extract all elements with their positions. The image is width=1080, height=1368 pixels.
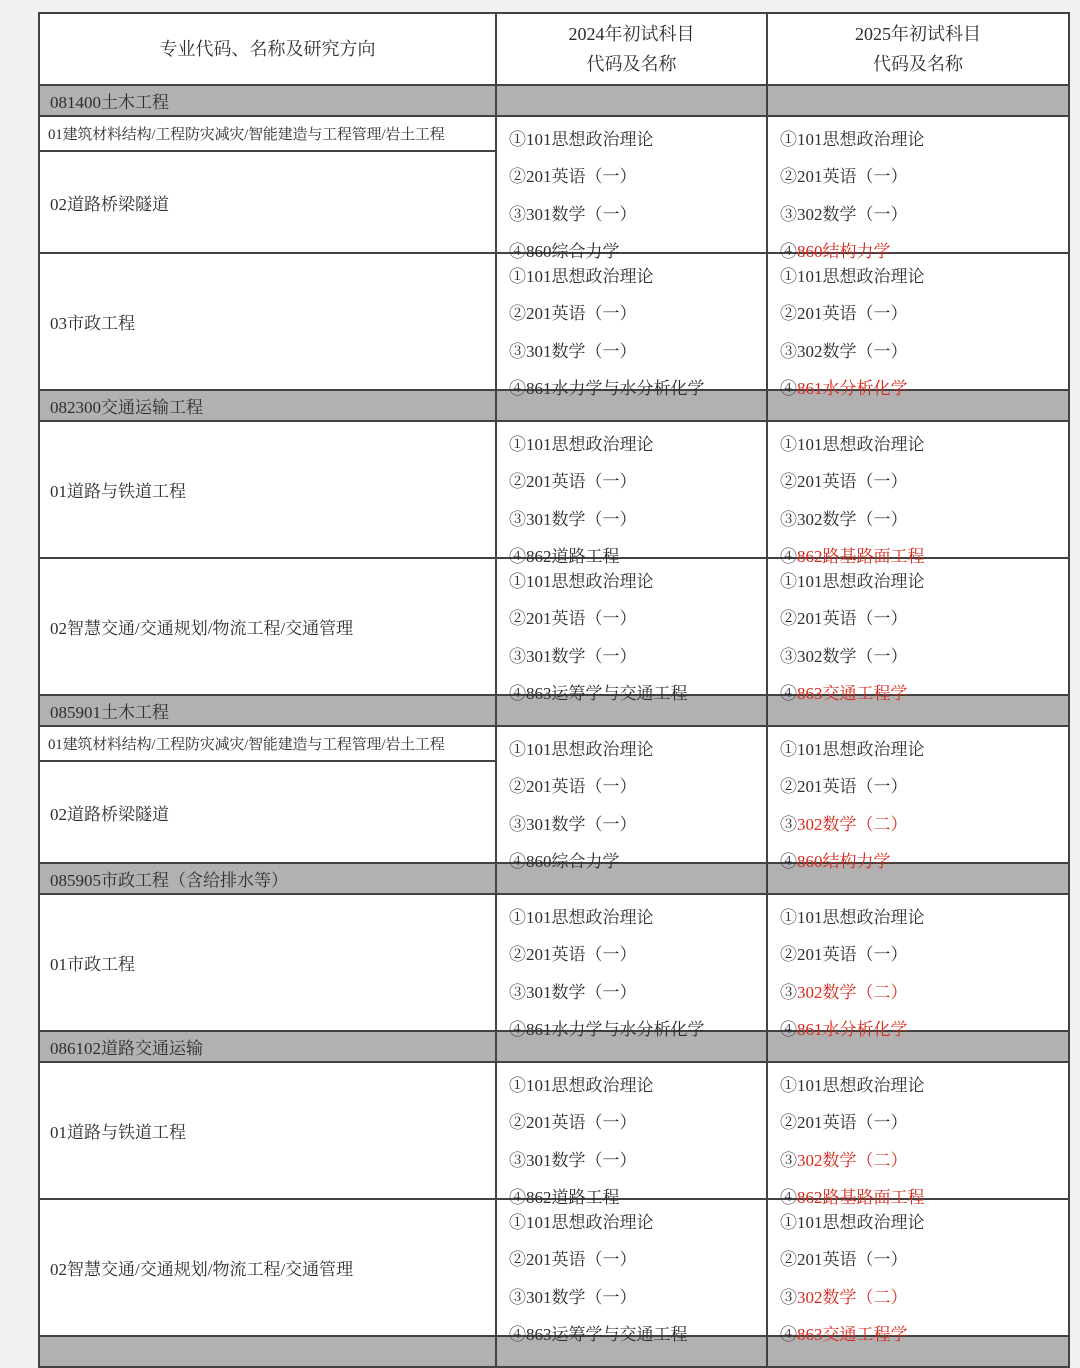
section-cell-2025 xyxy=(766,391,1068,420)
subject-text: 860综合力学 xyxy=(526,851,620,871)
subject-number: ① xyxy=(780,267,797,286)
subject-text: 863运筹学与交通工程 xyxy=(526,683,688,703)
subject-text: 862道路工程 xyxy=(526,546,620,566)
subjects-list-2025 xyxy=(768,254,1068,411)
group-row xyxy=(40,115,1068,261)
subject-number: ② xyxy=(509,472,526,492)
subject-number: ① xyxy=(509,908,526,927)
subject-number: ③ xyxy=(780,646,797,666)
subjects-cell-2025 xyxy=(766,559,1068,703)
subjects-cell-2024 xyxy=(495,422,766,566)
subject-number: ① xyxy=(780,572,797,591)
subject-text: 201英语（一） xyxy=(797,609,908,629)
subject-number: ③ xyxy=(509,646,526,666)
subjects-cell-2024 xyxy=(495,254,766,398)
subject-text: 301数学（一） xyxy=(526,204,637,224)
subject-item xyxy=(780,813,1064,836)
majors-stack xyxy=(40,1200,495,1335)
subject-number: ④ xyxy=(509,1187,526,1207)
subject-item xyxy=(509,1211,762,1234)
group-row xyxy=(40,420,1068,566)
subject-number: ④ xyxy=(780,546,797,566)
subject-number: ③ xyxy=(509,814,526,834)
subjects-cell-2025 xyxy=(766,422,1068,566)
section-row xyxy=(40,84,1068,115)
subject-number: ③ xyxy=(780,982,797,1002)
section-label: 085901土木工程 xyxy=(50,703,169,722)
major-direction: 03市政工程 xyxy=(50,314,135,333)
subject-item xyxy=(509,645,762,668)
majors-cell xyxy=(40,895,495,1030)
subject-text: 302数学（二） xyxy=(797,1287,908,1307)
subject-number: ② xyxy=(509,609,526,629)
subject-text: 302数学（二） xyxy=(797,1150,908,1170)
subjects-list-2024 xyxy=(497,1063,766,1220)
majors-stack xyxy=(40,727,495,862)
subject-item xyxy=(780,607,1064,630)
subject-text: 101思想政治理论 xyxy=(797,740,925,759)
section-cell-2025 xyxy=(766,864,1068,893)
section-cell-2024 xyxy=(495,864,766,893)
subject-item xyxy=(509,607,762,630)
header-major-column xyxy=(40,14,495,84)
subject-number: ① xyxy=(509,740,526,759)
subject-item xyxy=(509,738,762,761)
subject-text: 101思想政治理论 xyxy=(797,572,925,591)
subject-text: 860综合力学 xyxy=(526,241,620,261)
subject-text: 861水分析化学 xyxy=(797,378,908,398)
subject-number: ② xyxy=(509,167,526,187)
subject-number: ② xyxy=(509,945,526,965)
subject-number: ① xyxy=(780,1076,797,1095)
section-cell-2025 xyxy=(766,1032,1068,1061)
subject-text: 201英语（一） xyxy=(526,1113,637,1133)
majors-stack xyxy=(40,422,495,557)
subject-number: ② xyxy=(509,1113,526,1133)
subject-number: ② xyxy=(780,472,797,492)
subject-item xyxy=(780,302,1064,325)
majors-stack xyxy=(40,1063,495,1198)
subject-item xyxy=(780,645,1064,668)
subject-item xyxy=(780,508,1064,531)
section-label: 085905市政工程（含给排水等） xyxy=(50,871,288,890)
subject-text: 301数学（一） xyxy=(526,814,637,834)
subject-number: ① xyxy=(509,435,526,454)
section-cell-2025 xyxy=(766,86,1068,115)
subject-number: ④ xyxy=(509,378,526,398)
subjects-list-2024 xyxy=(497,422,766,579)
subject-text: 862路基路面工程 xyxy=(797,1187,925,1207)
subject-item xyxy=(509,943,762,966)
subject-text: 201英语（一） xyxy=(797,1250,908,1270)
subject-number: ① xyxy=(780,740,797,759)
subject-item xyxy=(509,1248,762,1271)
subject-text: 101思想政治理论 xyxy=(797,1213,925,1232)
majors-cell xyxy=(40,727,495,862)
subjects-cell-2025 xyxy=(766,1063,1068,1207)
subjects-cell-2025 xyxy=(766,254,1068,398)
section-label: 086102道路交通运输 xyxy=(50,1039,203,1058)
subject-text: 101思想政治理论 xyxy=(526,1213,654,1232)
subject-text: 101思想政治理论 xyxy=(797,130,925,149)
group-row xyxy=(40,725,1068,871)
subject-item xyxy=(780,1074,1064,1097)
subject-item xyxy=(509,302,762,325)
subject-number: ④ xyxy=(509,1324,526,1344)
subject-text: 301数学（一） xyxy=(526,646,637,666)
majors-cell xyxy=(40,1200,495,1335)
section-cell-2024 xyxy=(495,86,766,115)
subject-text: 101思想政治理论 xyxy=(526,572,654,591)
section-label: 081400土木工程 xyxy=(50,93,169,112)
major-direction: 02智慧交通/交通规划/物流工程/交通管理 xyxy=(50,1260,354,1279)
header-2025-line1: 2025年初试科目 xyxy=(855,24,981,44)
subjects-list-2024 xyxy=(497,254,766,411)
subject-item xyxy=(509,981,762,1004)
subject-text: 201英语（一） xyxy=(526,304,637,324)
subject-number: ④ xyxy=(780,378,797,398)
header-2025-column xyxy=(766,14,1068,84)
subject-number: ② xyxy=(780,609,797,629)
subject-text: 201英语（一） xyxy=(526,1250,637,1270)
subjects-cell-2025 xyxy=(766,117,1068,261)
section-cell-major xyxy=(40,391,495,420)
subject-number: ④ xyxy=(509,683,526,703)
subject-number: ① xyxy=(509,130,526,149)
subject-number: ① xyxy=(780,130,797,149)
subjects-list-2024 xyxy=(497,117,766,274)
section-label: 082300交通运输工程 xyxy=(50,398,203,417)
group-row xyxy=(40,1198,1068,1344)
subject-text: 862道路工程 xyxy=(526,1187,620,1207)
subject-number: ③ xyxy=(509,982,526,1002)
subject-number: ① xyxy=(780,1213,797,1232)
subject-text: 863交通工程学 xyxy=(797,1324,908,1344)
subject-text: 860结构力学 xyxy=(797,241,891,261)
subject-text: 302数学（二） xyxy=(797,814,908,834)
subject-text: 301数学（一） xyxy=(526,982,637,1002)
subject-item xyxy=(780,943,1064,966)
subjects-list-2025 xyxy=(768,117,1068,274)
subject-text: 201英语（一） xyxy=(526,609,637,629)
majors-stack xyxy=(40,254,495,389)
subject-item xyxy=(509,570,762,593)
subjects-list-2025 xyxy=(768,895,1068,1052)
subjects-list-2024 xyxy=(497,895,766,1052)
majors-stack xyxy=(40,895,495,1030)
subject-number: ④ xyxy=(780,1324,797,1344)
subject-number: ① xyxy=(509,1213,526,1232)
subject-number: ② xyxy=(780,1113,797,1133)
majors-stack xyxy=(40,117,495,252)
subject-text: 101思想政治理论 xyxy=(526,1076,654,1095)
subject-item xyxy=(509,265,762,288)
subject-number: ④ xyxy=(509,1019,526,1039)
section-cell-major xyxy=(40,1032,495,1061)
subject-text: 861水分析化学 xyxy=(797,1019,908,1039)
subject-item xyxy=(780,906,1064,929)
subject-text: 201英语（一） xyxy=(797,1113,908,1133)
subject-number: ④ xyxy=(509,851,526,871)
section-cell-2025 xyxy=(766,696,1068,725)
subject-text: 201英语（一） xyxy=(526,167,637,187)
subject-number: ③ xyxy=(780,204,797,224)
subjects-cell-2024 xyxy=(495,117,766,261)
subject-number: ③ xyxy=(509,204,526,224)
section-cell-major xyxy=(40,1337,495,1366)
subject-number: ① xyxy=(780,908,797,927)
group-row xyxy=(40,893,1068,1039)
subject-text: 862路基路面工程 xyxy=(797,546,925,566)
subject-number: ③ xyxy=(509,1150,526,1170)
subject-text: 301数学（一） xyxy=(526,1287,637,1307)
subject-number: ① xyxy=(780,435,797,454)
major-direction: 01建筑材料结构/工程防灾减灾/智能建造与工程管理/岩土工程 xyxy=(40,117,495,152)
subjects-list-2025 xyxy=(768,1200,1068,1357)
table-header-row xyxy=(40,14,1068,84)
subject-item xyxy=(509,433,762,456)
subject-number: ④ xyxy=(780,241,797,261)
subjects-comparison-table xyxy=(38,12,1070,1368)
major-direction: 02智慧交通/交通规划/物流工程/交通管理 xyxy=(50,619,354,638)
subject-text: 861水力学与水分析化学 xyxy=(526,378,705,398)
subject-number: ④ xyxy=(780,851,797,871)
majors-cell xyxy=(40,559,495,694)
subjects-list-2025 xyxy=(768,559,1068,716)
subject-item xyxy=(780,128,1064,151)
subject-number: ③ xyxy=(780,1150,797,1170)
subject-text: 101思想政治理论 xyxy=(526,908,654,927)
subject-text: 101思想政治理论 xyxy=(526,740,654,759)
subject-text: 863交通工程学 xyxy=(797,683,908,703)
majors-cell xyxy=(40,117,495,252)
subject-number: ② xyxy=(509,1250,526,1270)
subject-item xyxy=(509,906,762,929)
subject-number: ② xyxy=(780,167,797,187)
subject-text: 101思想政治理论 xyxy=(526,435,654,454)
subject-item xyxy=(780,1111,1064,1134)
subject-item xyxy=(509,340,762,363)
subject-text: 101思想政治理论 xyxy=(797,435,925,454)
subject-item xyxy=(509,508,762,531)
subjects-cell-2025 xyxy=(766,727,1068,871)
subject-text: 201英语（一） xyxy=(526,945,637,965)
subject-item xyxy=(780,981,1064,1004)
subject-text: 201英语（一） xyxy=(526,777,637,797)
major-direction: 01道路与铁道工程 xyxy=(50,1123,186,1142)
subjects-list-2025 xyxy=(768,727,1068,884)
subject-item xyxy=(780,570,1064,593)
subject-item xyxy=(780,433,1064,456)
subject-number: ① xyxy=(509,267,526,286)
subject-text: 201英语（一） xyxy=(797,304,908,324)
subjects-cell-2024 xyxy=(495,1063,766,1207)
subject-item xyxy=(509,775,762,798)
header-2025-line2: 代码及名称 xyxy=(873,54,963,74)
subject-text: 863运筹学与交通工程 xyxy=(526,1324,688,1344)
subject-item xyxy=(780,775,1064,798)
subject-number: ② xyxy=(509,777,526,797)
subjects-list-2024 xyxy=(497,1200,766,1357)
subject-item xyxy=(509,470,762,493)
subject-text: 302数学（一） xyxy=(797,646,908,666)
subject-text: 101思想政治理论 xyxy=(797,1076,925,1095)
subject-number: ③ xyxy=(509,509,526,529)
subject-text: 201英语（一） xyxy=(797,472,908,492)
subject-item xyxy=(509,813,762,836)
group-row xyxy=(40,557,1068,703)
header-2024-column xyxy=(495,14,766,84)
major-direction: 02道路桥梁隧道 xyxy=(50,194,169,214)
subject-item xyxy=(780,1149,1064,1172)
subject-item xyxy=(780,265,1064,288)
section-cell-2024 xyxy=(495,1337,766,1366)
section-cell-2024 xyxy=(495,391,766,420)
subject-text: 101思想政治理论 xyxy=(526,130,654,149)
subject-item xyxy=(780,203,1064,226)
subject-text: 101思想政治理论 xyxy=(797,908,925,927)
subjects-cell-2024 xyxy=(495,895,766,1039)
subject-text: 101思想政治理论 xyxy=(797,267,925,286)
section-row xyxy=(40,862,1068,893)
subject-text: 302数学（一） xyxy=(797,204,908,224)
subject-number: ② xyxy=(780,304,797,324)
section-row xyxy=(40,1030,1068,1061)
subject-text: 201英语（一） xyxy=(797,167,908,187)
subject-item xyxy=(780,1211,1064,1234)
major-direction: 01道路与铁道工程 xyxy=(50,482,186,501)
subjects-list-2025 xyxy=(768,1063,1068,1220)
section-row xyxy=(40,1335,1068,1366)
subject-text: 302数学（一） xyxy=(797,341,908,361)
subject-item xyxy=(780,1286,1064,1309)
subject-item xyxy=(509,128,762,151)
subject-number: ① xyxy=(509,1076,526,1095)
majors-cell xyxy=(40,254,495,389)
subject-item xyxy=(509,203,762,226)
subject-text: 302数学（二） xyxy=(797,982,908,1002)
majors-stack xyxy=(40,559,495,694)
header-2024-line1: 2024年初试科目 xyxy=(568,24,695,44)
subject-item xyxy=(509,1074,762,1097)
group-row xyxy=(40,252,1068,398)
section-row xyxy=(40,694,1068,725)
header-2024-line2: 代码及名称 xyxy=(586,54,677,74)
subject-text: 301数学（一） xyxy=(526,341,637,361)
subject-text: 861水力学与水分析化学 xyxy=(526,1019,705,1039)
major-direction: 02道路桥梁隧道 xyxy=(50,804,169,824)
subject-number: ① xyxy=(509,572,526,591)
section-cell-2024 xyxy=(495,696,766,725)
section-cell-major xyxy=(40,864,495,893)
header-major-label: 专业代码、名称及研究方向 xyxy=(159,39,376,59)
subject-number: ③ xyxy=(780,509,797,529)
group-row xyxy=(40,1061,1068,1207)
subject-number: ② xyxy=(509,304,526,324)
subjects-cell-2025 xyxy=(766,895,1068,1039)
subjects-cell-2024 xyxy=(495,727,766,871)
subject-number: ④ xyxy=(509,546,526,566)
section-cell-major xyxy=(40,696,495,725)
subject-number: ② xyxy=(780,777,797,797)
major-direction: 01建筑材料结构/工程防灾减灾/智能建造与工程管理/岩土工程 xyxy=(40,727,495,762)
subject-text: 302数学（一） xyxy=(797,509,908,529)
subject-number: ④ xyxy=(780,683,797,703)
subjects-cell-2024 xyxy=(495,1200,766,1344)
subject-number: ④ xyxy=(780,1187,797,1207)
subjects-list-2024 xyxy=(497,559,766,716)
subject-text: 201英语（一） xyxy=(526,472,637,492)
subject-number: ④ xyxy=(780,1019,797,1039)
subject-item xyxy=(780,738,1064,761)
subject-number: ③ xyxy=(780,341,797,361)
subjects-cell-2024 xyxy=(495,559,766,703)
major-direction: 01市政工程 xyxy=(50,955,135,974)
subject-number: ③ xyxy=(509,1287,526,1307)
section-cell-2025 xyxy=(766,1337,1068,1366)
subject-item xyxy=(509,1149,762,1172)
subjects-list-2024 xyxy=(497,727,766,884)
subjects-list-2025 xyxy=(768,422,1068,579)
subject-number: ④ xyxy=(509,241,526,261)
subject-item xyxy=(780,340,1064,363)
subject-number: ③ xyxy=(780,1287,797,1307)
subject-number: ③ xyxy=(509,341,526,361)
subject-item xyxy=(780,1248,1064,1271)
subject-text: 301数学（一） xyxy=(526,509,637,529)
subject-text: 201英语（一） xyxy=(797,945,908,965)
subject-text: 860结构力学 xyxy=(797,851,891,871)
majors-cell xyxy=(40,422,495,557)
subject-number: ③ xyxy=(780,814,797,834)
subject-number: ② xyxy=(780,1250,797,1270)
subject-item xyxy=(509,1286,762,1309)
subject-text: 201英语（一） xyxy=(797,777,908,797)
subject-text: 101思想政治理论 xyxy=(526,267,654,286)
section-row xyxy=(40,389,1068,420)
section-cell-major xyxy=(40,86,495,115)
subject-item xyxy=(780,470,1064,493)
subject-text: 301数学（一） xyxy=(526,1150,637,1170)
majors-cell xyxy=(40,1063,495,1198)
section-cell-2024 xyxy=(495,1032,766,1061)
subjects-cell-2025 xyxy=(766,1200,1068,1344)
subject-item xyxy=(509,1111,762,1134)
subject-number: ② xyxy=(780,945,797,965)
subject-item xyxy=(780,165,1064,188)
subject-item xyxy=(509,165,762,188)
